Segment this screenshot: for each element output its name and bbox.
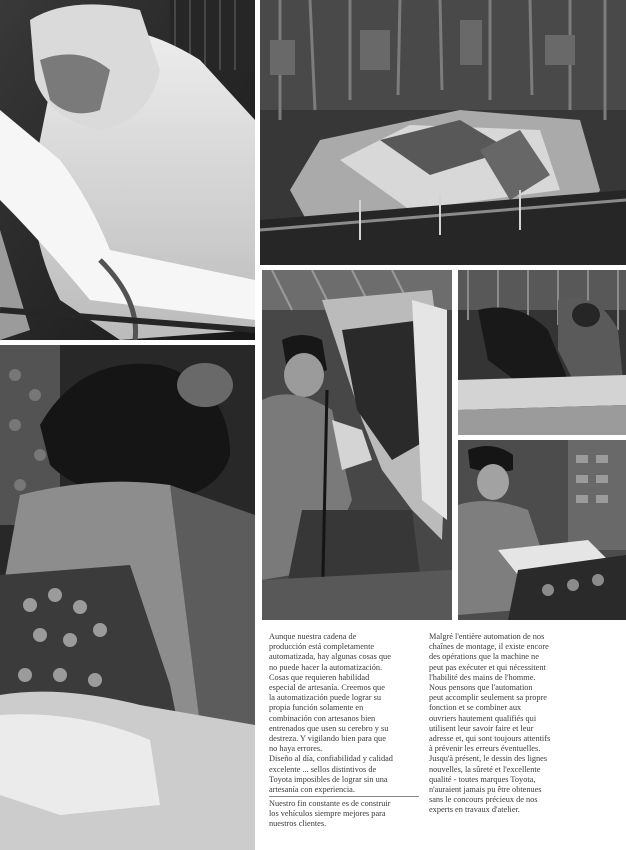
spanish-paragraph-2: Nuestro fin constante es de construir los vehículos siempre mejores para nuestros clientes. bbox=[269, 799, 391, 829]
french-text-column bbox=[429, 632, 604, 816]
spanish-text-column bbox=[269, 632, 429, 795]
spanish-closing-text bbox=[269, 799, 429, 830]
engine-assembly-worker-photo bbox=[0, 345, 255, 850]
worker-welding-mask-photo bbox=[0, 0, 255, 340]
robot-welding-line-photo bbox=[458, 270, 626, 435]
spanish-paragraph-1: Aunque nuestra cadena de producción está completamente automatizada, hay algunas cosas que no puede hacer la automatización. Cosas que requieren habilidad especial de artesanía. Creemos que la automatización puede lograr su propia función solamente en combinación con artesanos bien entrenados que usen su cerebro y su destreza. Y vigilando bien para que no haya errores. Diseño al día, confiabilidad y calidad excelente ... sellos distintivos de Toyota imposibles de lograr sin una artesanía con experiencia. bbox=[269, 632, 393, 795]
door-frame-welder-photo bbox=[262, 270, 452, 620]
spanish-divider bbox=[269, 796, 419, 797]
engine-inspection-worker-photo bbox=[458, 440, 626, 620]
assembly-line-robots-photo bbox=[260, 0, 626, 265]
french-paragraph-1: Malgré l'entière automation de nos chaînes de montage, il existe encore des opérations que la machine ne peut pas exécuter et qui nécessitent l'habilité des mains de l'homme. Nous pensons que l'automation peut accomplir seulement sa propre fonction et se combiner aux ouvriers hautement qualifiés qui utilisent leur savoir faire et leur adresse et, qui sont toujours attentifs à prévenir les erreurs éventuelles. Jusqu'à présent, le dessin des lignes nouvelles, la sûreté et l'excellente qualité - toutes marques Toyota, n'auraient jamais pu être obtenues sans le concours précieux de nos experts en travaux d'atelier. bbox=[429, 632, 551, 815]
